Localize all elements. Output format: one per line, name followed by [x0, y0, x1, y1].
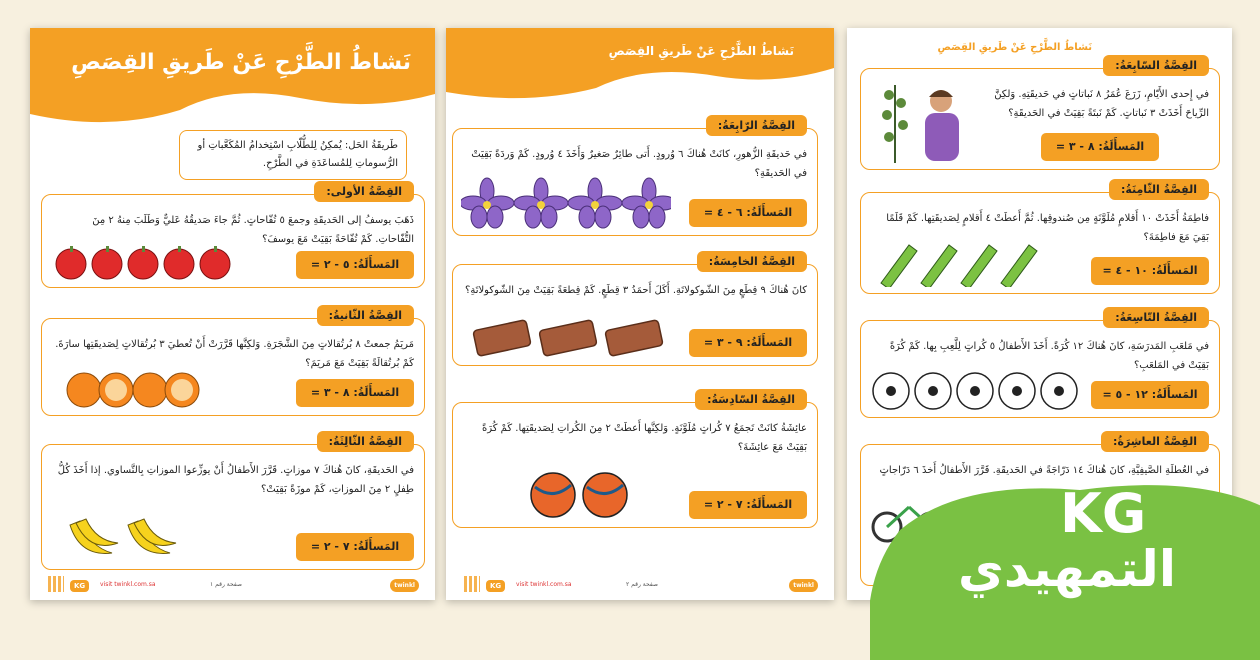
orange-icon	[66, 371, 200, 409]
ball-row	[529, 471, 629, 519]
crayon-icon	[875, 239, 1045, 287]
equation-box: المَسأَلَةُ: ١٠ - ٤ =	[1091, 257, 1209, 285]
chocolate-icon	[471, 315, 671, 359]
story-text: فاطِمَةُ أَخَذَتْ ١٠ أَقلامٍ مُلَوَّنَةٍ مِن صُندوقِها. ثُمَّ أَعطَتْ ٤ أَقلامٍ لِصَديقَتِها. كَمْ قَلَمًا بَقِيَ مَعَ فاطِمَةَ؟	[886, 213, 1209, 243]
kg-logo: KG	[486, 580, 505, 592]
story-text: في مَلعَبِ المَدرَسَةِ، كانَ هُناكَ ١٢ كُرَةً. أَخَذَ الأَطفالُ ٥ كُراتٍ لِلَّعِبِ بِها. كَمْ كُرَةً بَقِيَتْ في المَلعَبِ؟	[889, 341, 1209, 371]
page-footer	[446, 564, 834, 600]
orange-row	[66, 371, 200, 409]
story-tag: القِصَّةُ الأولى:	[314, 181, 414, 202]
page-footer	[30, 564, 435, 600]
footer-url: visit twinkl.com.sa	[100, 581, 156, 588]
story-card	[41, 435, 425, 570]
badge-arabic-text: التمهيدي	[958, 540, 1176, 598]
page-number: صفحة رقم ١	[210, 581, 243, 588]
twinkl-badge-icon: twinkl	[789, 579, 818, 592]
story-tag: القِصَّةُ السّادِسَةُ:	[695, 389, 807, 410]
plant-icon	[867, 77, 967, 165]
equation-box: المَسأَلَةُ: ٨ - ٣ =	[1041, 133, 1159, 161]
story-tag: القِصَّةُ التّاسِعَةُ:	[1103, 307, 1209, 328]
story-card	[860, 311, 1220, 418]
equation-box: المَسأَلَةُ: ٥ - ٢ =	[296, 251, 414, 279]
story-card	[452, 119, 818, 236]
story-text: مَريَمُ جمعتْ ٨ بُرتُقالاتٍ مِنَ الشَّجَرَةِ. وَلكِنَّها قَرَّرَتْ أَنْ تُعطيَ ٣ بُرتُقالاتٍ لِصَديقَتِها سارَةَ. كَمْ بُرتُقالَةً بَقِيَتْ مَعَ مَريَمَ؟	[55, 339, 414, 369]
header-wave	[30, 28, 435, 128]
header-wave	[446, 28, 834, 108]
story-tag: القِصَّةُ الرّابِعَةُ:	[706, 115, 807, 136]
story-tag: القِصَّةُ السّابِعَةُ:	[1103, 55, 1209, 76]
footer-url: visit twinkl.com.sa	[516, 581, 572, 588]
story-text: عائِشَةُ كانَتْ تَجمَعُ ٧ كُراتٍ مُلَوَّنَةٍ. وَلكِنَّها أَعطَتْ ٢ مِنَ الكُراتِ لِصَديقَتِها. كَمْ كُرَةً بَقِيَتْ مَعَ عائِشَةَ؟	[481, 423, 807, 453]
story-tag: القِصَّةُ الثّانيةُ:	[317, 305, 414, 326]
page-title: نَشاطُ الطَّرْحِ عَنْ طَريقِ القِصَصِ	[608, 44, 794, 58]
equation-box: المَسأَلَةُ: ٨ - ٣ =	[296, 379, 414, 407]
twinkl-badge-icon: twinkl	[390, 579, 419, 592]
soccer-ball-icon	[871, 371, 1081, 411]
flower-icon	[461, 177, 671, 229]
story-text: في حَديقَةِ الزُّهورِ، كانَتْ هُناكَ ٦ وُرودٍ. أَتى طائِرٌ صَغيرٌ وَأَخَذَ ٤ وُرودٍ. كَمْ وَردَةً بَقِيَتْ في الحَديقَةِ؟	[471, 149, 807, 179]
worksheet-page-1	[30, 28, 435, 600]
page-title: نَشاطُ الطَّرْحِ عَنْ طَريقِ القِصَصِ	[937, 42, 1092, 53]
story-tag: القِصَّةُ العاشِرَةُ:	[1101, 431, 1209, 452]
story-card	[452, 255, 818, 366]
story-card	[41, 309, 425, 416]
story-text: في إِحدى الأَيّامِ، زَرَعَ عُمَرُ ٨ نَباتاتٍ في حَديقَتِهِ. وَلكِنَّ الرِّياحَ أَخَذَتْ ٣ نَباتاتٍ. كَمْ نَبتَةً بَقِيَتْ في الحَديقَةِ؟	[994, 89, 1209, 119]
chocolate-row	[471, 315, 671, 359]
story-card	[860, 183, 1220, 294]
apple-icon	[54, 245, 234, 281]
kg-logo: KG	[70, 580, 89, 592]
story-card	[452, 393, 818, 528]
solution-method-box: طَريقَةُ الحَل: يُمكِنُ لِلطُّلّابِ اسْتِخدامُ المُكَعَّباتِ أو الرُّسوماتِ لِلمُساعَدَةِ في الطَّرْحِ.	[179, 130, 407, 180]
story-card	[41, 185, 425, 288]
story-tag: القِصَّةُ الثّامِنَةُ:	[1109, 179, 1209, 200]
qr-code-icon	[48, 576, 64, 592]
kg-level-badge	[870, 470, 1260, 660]
worksheet-page-2	[446, 28, 834, 600]
page-title: نَشاطُ الطَّرْحِ عَنْ طَريقِ القِصَصِ	[71, 50, 411, 75]
story-tag: القِصَّةُ الخامِسَةُ:	[697, 251, 807, 272]
crayon-row	[875, 239, 1045, 287]
qr-code-icon	[464, 576, 480, 592]
badge-kg-text: KG	[1060, 482, 1147, 545]
equation-box: المَسأَلَةُ: ١٢ - ٥ =	[1091, 381, 1209, 409]
equation-box: المَسأَلَةُ: ٧ - ٢ =	[689, 491, 807, 519]
story-text: كانَ هُناكَ ٩ قِطَعٍ مِنَ الشّوكولاتَةِ. أَكَلَ أَحمَدُ ٣ قِطَعٍ. كَمْ قِطعَةً بَقِيَتْ مِنَ الشّوكولاتَةِ؟	[465, 285, 807, 296]
story-text: ذَهَبَ يوسفُ إلى الحَديقَةِ وجمعَ ٥ تُفّاحاتٍ. ثُمَّ جاءَ صَديقُهُ عَليٌّ وَطَلَبَ مِنهُ ٢ مِنَ التُّفّاحاتِ. كَمْ تُفّاحَةً بَقِيَتْ مَعَ يوسفَ؟	[92, 215, 414, 245]
equation-box: المَسأَلَةُ: ٩ - ٣ =	[689, 329, 807, 357]
banana-row	[66, 513, 186, 561]
banana-icon	[66, 513, 186, 561]
apple-row	[54, 245, 234, 281]
story-tag: القِصَّةُ الثّالِثَةُ:	[317, 431, 414, 452]
flower-row	[461, 177, 671, 229]
equation-box: المَسأَلَةُ: ٧ - ٢ =	[296, 533, 414, 561]
story-card	[860, 59, 1220, 170]
equation-box: المَسأَلَةُ: ٦ - ٤ =	[689, 199, 807, 227]
story-text: في الحَديقَةِ، كانَ هُناكَ ٧ موزاتٍ. قَرَّرَ الأَطفالُ أَنْ يوزِّعوا الموزاتِ بِالتَّساوي. إذا أَخَذَ كُلُّ طِفلٍ ٢ مِنَ الموزاتِ، كَمْ موزَةً بَقِيَتْ؟	[57, 465, 414, 495]
page-number: صفحة رقم ٢	[626, 581, 659, 588]
story-text: في العُطلَةِ الصَّيفِيَّةِ، كانَ هُناكَ ١٤ دَرّاجَةً في الحَديقَةِ. قَرَّرَ الأَطفالُ أَخذَ ٦ دَرّاجاتٍ	[879, 465, 1209, 476]
ball-icon	[529, 471, 629, 519]
soccer-ball-row	[871, 371, 1081, 411]
